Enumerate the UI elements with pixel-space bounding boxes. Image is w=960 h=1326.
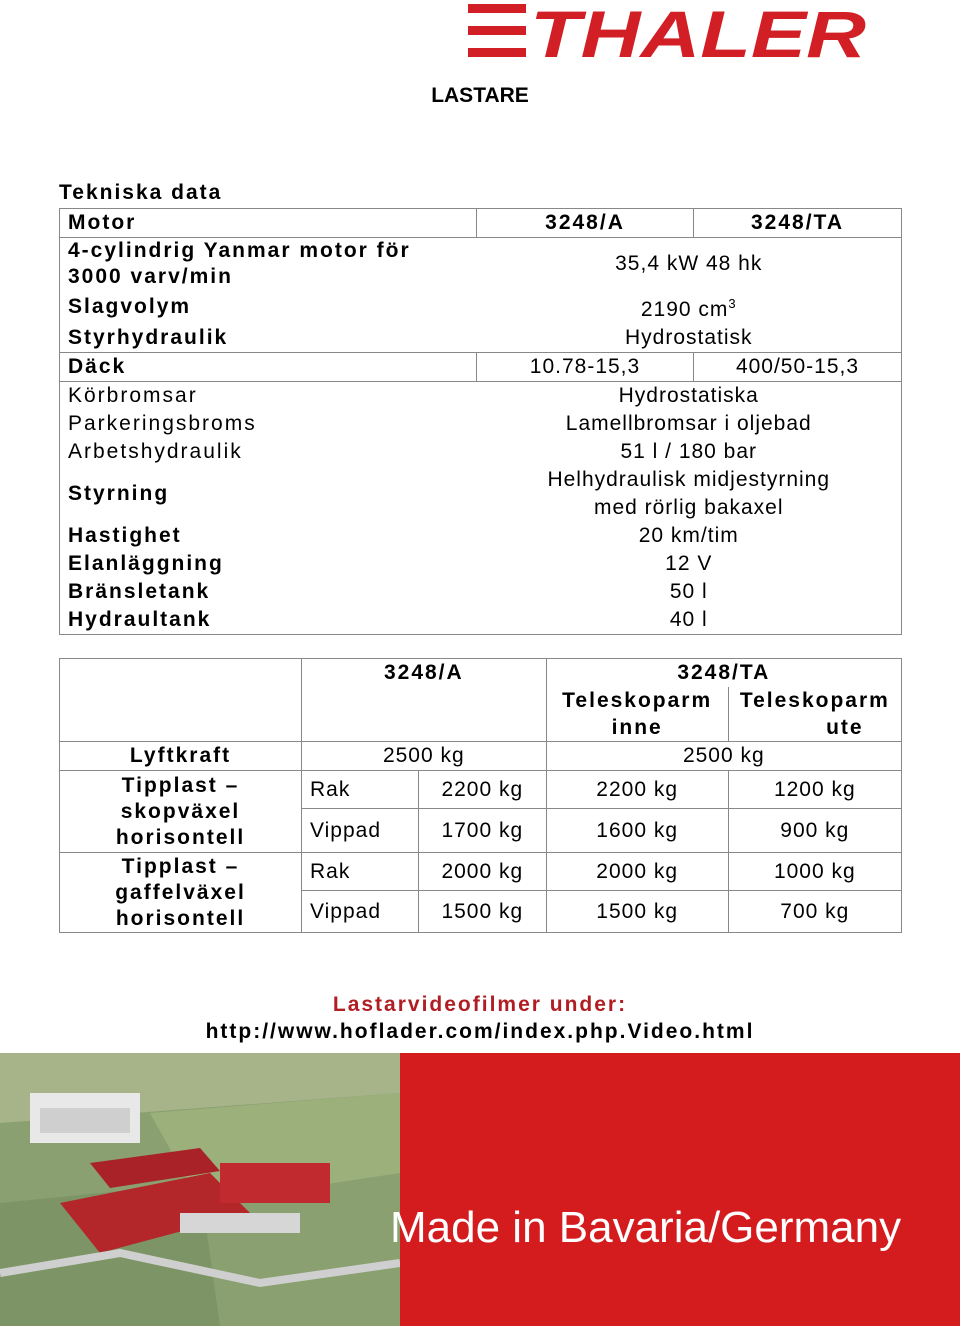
spec-label-speed: Hastighet	[68, 524, 182, 547]
engine-label-line2: 3000 varv/min	[68, 265, 233, 288]
spec-row-steering-hydraulics	[60, 324, 902, 353]
fork-label-line3: horisontell	[115, 906, 246, 930]
spec-value-speed: 20 km/tim	[638, 524, 739, 547]
lift-force-row	[60, 742, 902, 771]
spec-value-fuel-tank: 50 l	[669, 580, 708, 603]
spec-row-work-hydraulics	[60, 438, 902, 466]
spec-label-electrical: Elanläggning	[68, 552, 224, 575]
spec-value-displacement	[477, 290, 902, 324]
fork-row-straight	[60, 853, 902, 891]
lift-header-ta: 3248/TA	[546, 659, 901, 688]
tele-out-line1: Teleskoparm	[739, 689, 890, 712]
bucket-row-straight	[60, 771, 902, 809]
document-title: LASTARE	[431, 84, 529, 107]
spec-value-electrical: 12 V	[665, 552, 713, 575]
fork-straight-ta-in: 2000 kg	[546, 853, 728, 891]
spec-label-service-brake: Körbromsar	[60, 382, 477, 411]
fork-label-line1: Tipplast –	[121, 854, 240, 878]
bucket-label	[60, 771, 302, 853]
fork-tilted-ta-in: 1500 kg	[546, 891, 728, 933]
spec-row-hydraulic-tank	[60, 606, 902, 635]
lift-force-ta: 2500 kg	[546, 742, 901, 771]
factory-aerial-photo	[0, 1053, 400, 1326]
steering-value-line1: Helhydraulisk midjestyrning	[547, 468, 831, 491]
spec-label-steering-hydraulics: Styrhydraulik	[68, 326, 229, 349]
lift-force-a: 2500 kg	[302, 742, 547, 771]
fork-tilted-ta-out: 700 kg	[728, 891, 901, 933]
tele-in-line2: inne	[611, 716, 663, 739]
bucket-tilted-ta-in: 1600 kg	[546, 809, 728, 853]
tele-in-line1: Teleskoparm	[562, 689, 713, 712]
spec-label-engine	[60, 238, 477, 291]
bucket-straight-ta-in: 2200 kg	[546, 771, 728, 809]
fork-mode-straight: Rak	[302, 853, 419, 891]
thaler-logo	[466, 0, 866, 62]
fork-label	[60, 853, 302, 933]
bucket-label-line3: horisontell	[115, 825, 246, 849]
bucket-straight-ta-out: 1200 kg	[728, 771, 901, 809]
spec-value-hydraulic-tank: 40 l	[669, 608, 708, 631]
spec-value-tires-a: 10.78-15,3	[477, 353, 694, 382]
tele-out-line2: ute	[826, 716, 864, 739]
lift-header-tele-in	[546, 687, 728, 742]
spec-label-fuel-tank: Bränsletank	[68, 580, 211, 603]
spec-value-steering-hydraulics: Hydrostatisk	[624, 326, 753, 349]
spec-label-steering: Styrning	[68, 482, 170, 505]
displacement-value: 2190 cm	[640, 298, 729, 321]
spec-header-label: Motor	[68, 211, 137, 234]
steering-value-line2: med rörlig bakaxel	[593, 496, 784, 519]
bucket-label-line2: skopväxel	[120, 799, 241, 823]
spec-label-displacement: Slagvolym	[68, 295, 192, 318]
video-link[interactable]: http://www.hoflader.com/index.php.Video.html	[205, 1020, 755, 1043]
spec-label-work-hydraulics: Arbetshydraulik	[68, 440, 243, 463]
lift-force-label: Lyftkraft	[60, 742, 302, 771]
spec-value-work-hydraulics: 51 l / 180 bar	[620, 440, 758, 463]
spec-row-fuel-tank	[60, 578, 902, 606]
lift-header-row	[60, 659, 902, 688]
bucket-tilted-ta-out: 900 kg	[728, 809, 901, 853]
fork-tilted-a: 1500 kg	[419, 891, 547, 933]
engine-label-line1: 4-cylindrig Yanmar motor för	[68, 239, 411, 262]
bucket-mode-tilted: Vippad	[302, 809, 419, 853]
spec-table	[59, 208, 902, 635]
video-title: Lastarvideofilmer under:	[332, 993, 628, 1016]
spec-row-steering	[60, 466, 902, 522]
spec-header-row	[60, 209, 902, 238]
spec-value-parking-brake: Lamellbromsar i oljebad	[565, 412, 812, 435]
spec-label-tires: Däck	[60, 353, 477, 382]
spec-row-tires	[60, 353, 902, 382]
bucket-label-line1: Tipplast –	[121, 773, 240, 797]
spec-header-ta: 3248/TA	[694, 209, 902, 238]
spec-value-steering	[477, 466, 902, 522]
spec-row-electrical	[60, 550, 902, 578]
spec-value-tires-ta: 400/50-15,3	[694, 353, 902, 382]
fork-straight-ta-out: 1000 kg	[728, 853, 901, 891]
spec-label-parking-brake: Parkeringsbroms	[68, 412, 257, 435]
spec-row-service-brake	[60, 382, 902, 411]
banner-text: Made in Bavaria/Germany	[390, 1203, 902, 1252]
bucket-mode-straight: Rak	[302, 771, 419, 809]
bucket-straight-a: 2200 kg	[419, 771, 547, 809]
spec-row-speed	[60, 522, 902, 550]
fork-straight-a: 2000 kg	[419, 853, 547, 891]
fork-mode-tilted: Vippad	[302, 891, 419, 933]
spec-label-hydraulic-tank: Hydraultank	[68, 608, 212, 631]
fork-label-line2: gaffelväxel	[115, 880, 246, 904]
spec-header-a: 3248/A	[477, 209, 694, 238]
lift-header-a: 3248/A	[302, 659, 547, 742]
bucket-tilted-a: 1700 kg	[419, 809, 547, 853]
section-title: Tekniska data	[59, 181, 223, 204]
lift-table	[59, 658, 902, 933]
lift-header-empty	[60, 659, 302, 742]
spec-row-engine	[60, 238, 902, 291]
displacement-unit-sup: 3	[728, 296, 737, 311]
spec-value-service-brake: Hydrostatiska	[477, 382, 902, 411]
footer-banner	[0, 1053, 960, 1326]
svg-text:THALER: THALER	[530, 0, 866, 62]
spec-row-parking-brake	[60, 410, 902, 438]
lift-header-tele-out	[728, 687, 901, 742]
spec-row-displacement	[60, 290, 902, 324]
spec-value-engine: 35,4 kW 48 hk	[477, 238, 902, 291]
